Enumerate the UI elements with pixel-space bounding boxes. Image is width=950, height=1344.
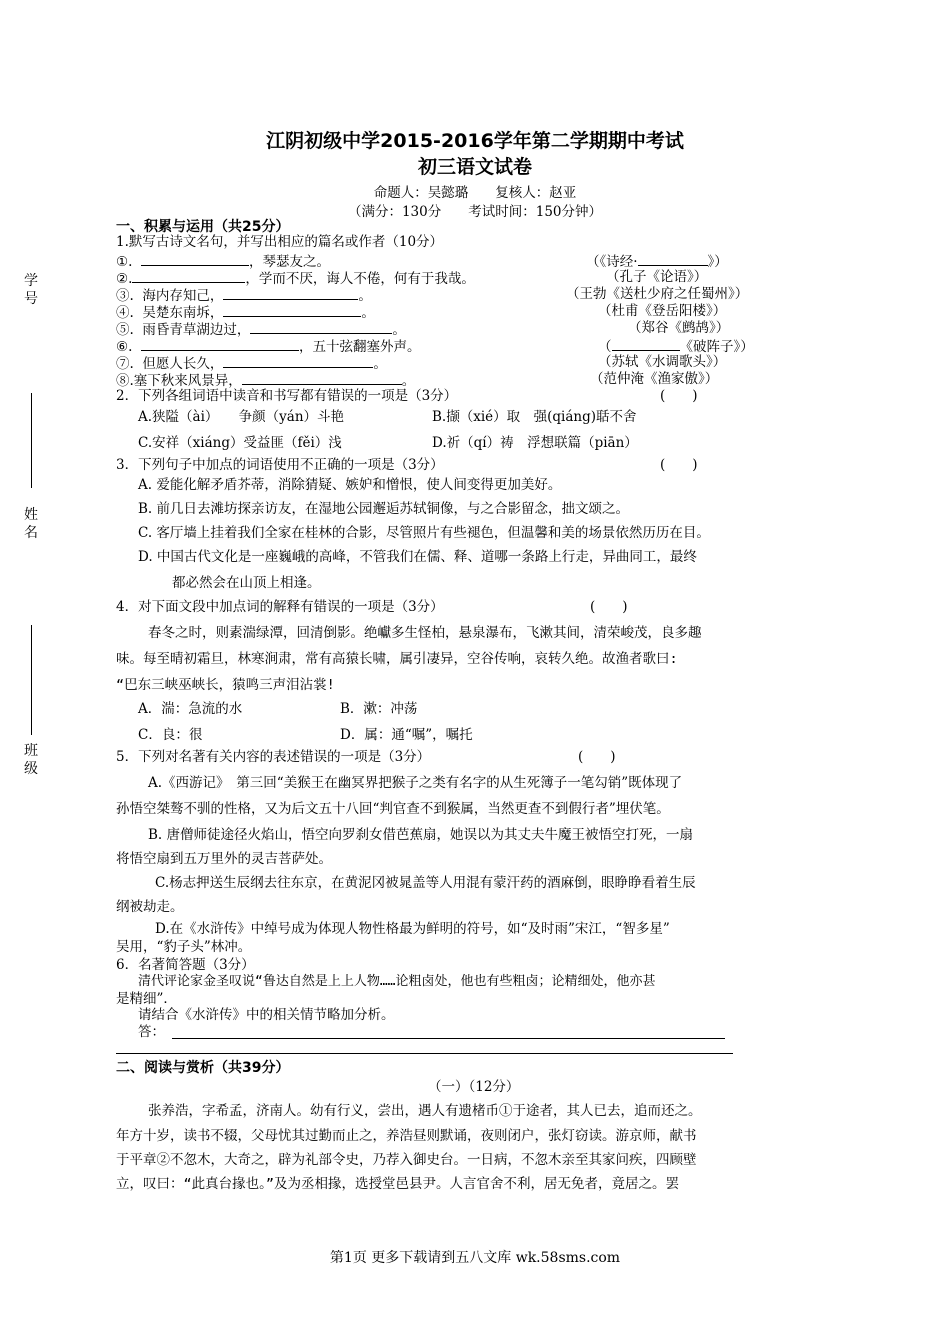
q6-answer-line-2[interactable] (116, 1053, 733, 1054)
q3-stem: 3．下列句子中加点的词语使用不正确的一项是（3分） (116, 457, 444, 473)
q3-option-b: B. 前几日去滩坊探亲访友，在湿地公园邂逅苏轼铜像，与之合影留念，拙文颂之。 (138, 501, 630, 517)
page-footer[interactable]: 第1页 更多下载请到五八文库 wk.58sms.com (329, 1250, 621, 1266)
q1-source-3: （王勃《送杜少府之任蜀州》） (566, 286, 749, 302)
q5-answer-paren[interactable]: ( ) (578, 749, 616, 765)
side-label-student-id: 学号 (24, 273, 38, 307)
q1-source-1: （《诗经· 》） (586, 251, 728, 271)
q2-option-b: B.撷（xié）取 强(qiáng)聒不舍 (432, 409, 637, 425)
q4-stem: 4．对下面文段中加点词的解释有错误的一项是（3分） (116, 599, 444, 615)
q1-item-2: ②. ，学而不厌，诲人不倦，何有于我哉。 (116, 268, 475, 288)
q1-source-6: （ 《破阵子》） (598, 336, 754, 356)
q4-passage-line1: 春冬之时，则素湍绿潭，回清倒影。绝巘多生怪柏，悬泉瀑布，飞漱其间，清荣峻茂，良多趣 (148, 625, 702, 641)
q6-instruction: 请结合《水浒传》中的相关情节略加分析。 (138, 1007, 395, 1023)
q2-option-d: D.祈（qí）祷 浮想联篇（piān） (432, 435, 638, 451)
q4-passage-line3: “巴东三峡巫峡长，猿鸣三声泪沾裳! (116, 677, 335, 693)
side-label-class: 班级 (24, 743, 38, 777)
q4-option-d: D．属：通“嘱”，嘱托 (340, 727, 473, 743)
answer-blank[interactable] (141, 336, 299, 351)
answer-blank[interactable] (223, 353, 373, 368)
side-label-name: 姓名 (24, 507, 38, 541)
q2-option-c: C.安祥（xiáng）受益匪（fěi）浅 (138, 435, 342, 451)
q2-stem: 2．下列各组词语中读音和书写都有错误的一项是（3分） (116, 388, 458, 404)
q5-option-b-line2: 将悟空扇到五万里外的灵吉菩萨处。 (116, 851, 332, 867)
section-2-title: 二、阅读与赏析（共39分） (116, 1060, 290, 1076)
answer-blank[interactable] (223, 302, 361, 317)
q4-option-b: B．漱：冲荡 (340, 701, 418, 717)
exam-info: （满分：130分 考试时间：150分钟） (347, 204, 603, 220)
side-line-student-id (31, 393, 32, 488)
q5-option-c-line2: 纲被劫走。 (116, 899, 184, 915)
passage-line-3: 于平章②不忽木，大奇之，辟为礼部令史，乃荐入御史台。一日病，不忽木亲至其家问疾，四顾壁 (116, 1152, 697, 1168)
q2-answer-paren[interactable]: ( ) (660, 388, 698, 404)
q5-stem: 5．下列对名著有关内容的表述错误的一项是（3分） (116, 749, 431, 765)
q5-option-c-line1: C.杨志押送生辰纲去往东京，在黄泥冈被晁盖等人用混有蒙汗药的酒麻倒，眼睁睁看着生辰 (155, 875, 696, 891)
q3-option-c: C. 客厅墙上挂着我们全家在桂林的合影，尽管照片有些褪色，但温馨和美的场景依然历历在目。 (138, 525, 710, 541)
q1-item-8: ⑧.塞下秋来风景异， 。 (116, 370, 415, 390)
page-title: 江阴初级中学2015-2016学年第二学期期中考试 (266, 130, 684, 152)
q1-source-7: （苏轼《水调歌头》） (598, 354, 727, 370)
q4-passage-line2: 味。每至晴初霜旦，林寒涧肃，常有高猿长啸，属引凄异，空谷传响，哀转久绝。故渔者歌曰: (116, 651, 678, 667)
q4-option-a: A．湍：急流的水 (138, 701, 243, 717)
passage-line-1: 张养浩，字希孟，济南人。幼有行义，尝出，遇人有遗楮币①于途者，其人已去，追而还之。 (148, 1103, 702, 1119)
answer-blank[interactable] (612, 336, 680, 351)
exam-authors: 命题人：吴懿璐 复核人：赵亚 (373, 185, 577, 201)
page-subtitle: 初三语文试卷 (417, 156, 532, 178)
side-line-name (31, 625, 32, 735)
q1-item-4: ④. 吴楚东南坼， 。 (116, 302, 375, 322)
q1-source-4: （杜甫《登岳阳楼》） (598, 303, 727, 319)
q1-item-1: ①. ，琴瑟友之。 (116, 251, 330, 271)
q6-passage-line1: 清代评论家金圣叹说“鲁达自然是上上人物……论粗卤处，他也有些粗卤；论精细处，他亦甚 (138, 974, 656, 989)
answer-blank[interactable] (242, 370, 402, 385)
q5-option-b-line1: B. 唐僧师徒途径火焰山，悟空向罗刹女借芭蕉扇，她误以为其丈夫牛魔王被悟空打死，一扇 (148, 827, 694, 843)
q6-passage-line2: 是精细”． (116, 991, 177, 1007)
q4-option-c: C．良：很 (138, 727, 203, 743)
answer-blank[interactable] (250, 319, 392, 334)
q5-option-d-line1: D.在《水浒传》中绰号成为体现人物性格最为鲜明的符号，如“及时雨”宋江，“智多星” (155, 921, 670, 937)
q1-item-5: ⑤. 雨昏青草湖边过， 。 (116, 319, 406, 339)
q1-source-8: （范仲淹《渔家傲》） (590, 371, 719, 387)
q3-answer-paren[interactable]: ( ) (660, 457, 698, 473)
q3-option-d-line1: D. 中国古代文化是一座巍峨的高峰，不管我们在儒、释、道哪一条路上行走，异曲同工，最终 (138, 549, 697, 565)
q1-item-7: ⑦. 但愿人长久， 。 (116, 353, 387, 373)
q5-option-a-line2: 孙悟空桀骜不驯的性格，又为后文五十八回“判官查不到猴属，当然更查不到假行者”埋伏笔。 (116, 801, 670, 817)
q1-item-3: ③. 海内存知己， 。 (116, 285, 372, 305)
answer-blank[interactable] (141, 251, 249, 266)
q3-option-a: A. 爱能化解矛盾芥蒂，消除猜疑、嫉妒和憎恨，使人间变得更加美好。 (138, 477, 562, 493)
passage-line-4: 立，叹曰：“此真台掾也。”及为丞相掾，选授堂邑县尹。人言官舍不利，居无免者，竟居之。罢 (116, 1176, 680, 1192)
answer-blank[interactable] (223, 285, 358, 300)
q5-option-a-line1: A.《西游记》 第三回“美猴王在幽冥界把猴子之类有名字的从生死簿子一笔勾销”既体现了 (148, 775, 683, 791)
q4-answer-paren[interactable]: ( ) (590, 599, 628, 615)
q6-stem: 6．名著简答题（3分） (116, 957, 255, 973)
q1-stem: 1.默写古诗文名句，并写出相应的篇名或作者（10分） (116, 234, 444, 250)
q3-option-d-line2: 都必然会在山顶上相逢。 (172, 575, 321, 591)
q6-answer-line-1[interactable] (172, 1038, 725, 1039)
answer-blank[interactable] (132, 268, 245, 283)
q6-answer-label: 答： (138, 1024, 165, 1040)
section-2-part-1: （一）（12分） (428, 1079, 520, 1095)
q2-option-a: A.狭隘（ài） 争颜（yán）斗艳 (138, 409, 345, 425)
answer-blank[interactable] (638, 251, 708, 266)
section-1-title: 一、积累与运用（共25分） (116, 219, 290, 235)
q1-item-6: ⑥. ，五十弦翻塞外声。 (116, 336, 421, 356)
q1-source-2: （孔子《论语》） (606, 269, 708, 285)
q5-option-d-line2: 吴用，“豹子头”林冲。 (116, 939, 252, 955)
q1-source-5: （郑谷《鹧鸪》） (628, 320, 730, 336)
passage-line-2: 年方十岁，读书不辍，父母忧其过勤而止之，养浩昼则默诵，夜则闭户，张灯窃读。游京师，献书 (116, 1128, 697, 1144)
